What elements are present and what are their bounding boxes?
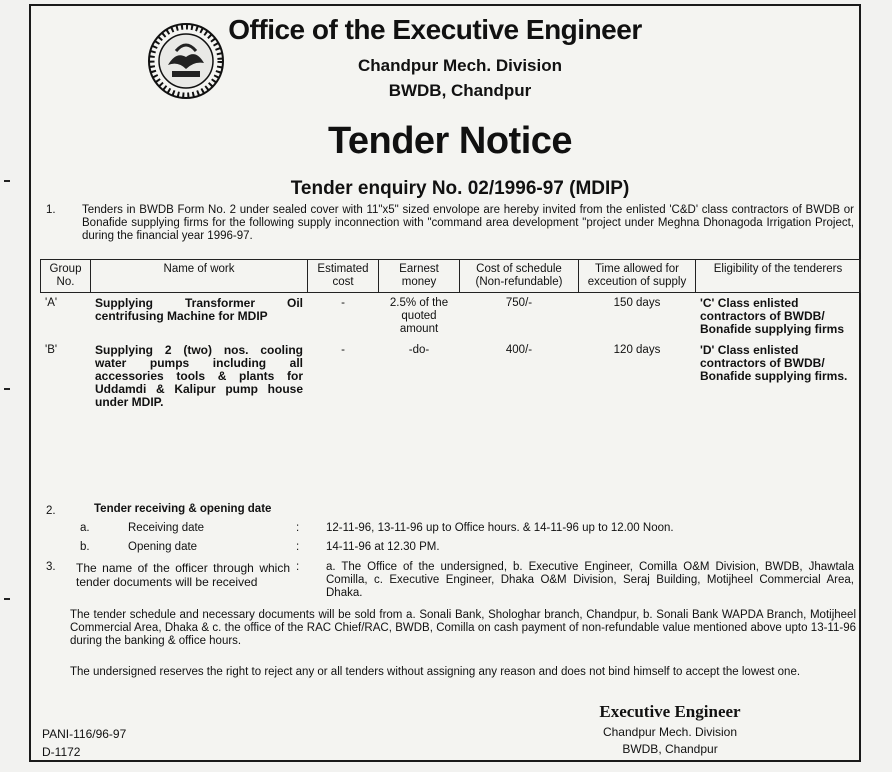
receiving-date-value: 12-11-96, 13-11-96 up to Office hours. & 14-11-96 up to 12.00 Noon.	[326, 522, 674, 534]
enquiry-number: Tender enquiry No. 02/1996-97 (MDIP)	[290, 178, 630, 199]
col-header-estimated: Estimated cost	[308, 260, 379, 293]
signature-title: Executive Engineer	[599, 702, 741, 721]
receiving-date-label: Receiving date	[128, 522, 205, 534]
clause-3-label: The name of the officer through which tender documents will be received	[76, 561, 290, 589]
earnest-cell: -do-	[408, 344, 430, 356]
estimated-cell: -	[341, 297, 345, 309]
colon: :	[296, 522, 300, 534]
cost-cell: 750/-	[505, 297, 533, 309]
table-row	[41, 340, 861, 413]
office-heading: Office of the Executive Engineer	[228, 14, 642, 45]
table-row	[41, 293, 861, 341]
table-header-row	[41, 260, 861, 293]
group-cell: 'B'	[45, 344, 58, 356]
col-header-eligibility: Eligibility of the tenderers	[696, 260, 861, 293]
item-letter: b.	[80, 541, 90, 553]
clause-number: 3.	[46, 561, 56, 573]
col-header-time: Time allowed for exceution of supply	[579, 260, 696, 293]
estimated-cell: -	[341, 344, 345, 356]
clause-3-value: a. The Office of the undersigned, b. Executive Engineer, Comilla O&M Division, BWDB, Jhawtala Comilla, c. Executive Engineer, Dhaka O&M Division, Seraj Building, Motijheel Commercial Area, Dhaka.	[326, 561, 854, 599]
clause-number: 1.	[46, 204, 56, 216]
col-header-work: Name of work	[91, 260, 308, 293]
cost-cell: 400/-	[505, 344, 533, 356]
col-header-cost: Cost of schedule (Non-refundable)	[460, 260, 579, 293]
signature-location: BWDB, Chandpur	[622, 742, 718, 756]
schedule-note: The tender schedule and necessary documents will be sold from a. Sonali Bank, Shologhar branch, Chandpur, b. Sonali Bank WAPDA Branch, Motijheel Commercial Area, Dhaka & c. the office of the RAC Chief/RAC, BWDB, Comilla on cash payment of non-refundable value mentioned above upto 13-11-96 during the banking & office hours.	[70, 609, 856, 647]
clause-1-text: Tenders in BWDB Form No. 2 under sealed cover with 11"x5" sized envolope are hereby invited from the enlisted 'C&D' class contractors of BWDB or Bonafide supplying firms for the following supply inconnection with "command area development "project under Meghna Dhonagoda Irrigation Project, during the financial year 1996-97.	[82, 204, 854, 242]
time-cell: 120 days	[613, 344, 661, 356]
colon: :	[296, 541, 300, 553]
work-cell: Supplying 2 (two) nos. cooling water pumps including all accessories tools & plants for Uddamdi & Kalipur pump house under MDIP.	[95, 343, 303, 409]
reserve-note: The undersigned reserves the right to reject any or all tenders without assigning any reason and does not bind himself to accept the lowest one.	[70, 666, 801, 678]
division-heading: Chandpur Mech. Division	[357, 56, 563, 75]
pani-reference: PANI-116/96-97	[42, 727, 127, 741]
signature-division: Chandpur Mech. Division	[602, 725, 738, 739]
group-cell: 'A'	[45, 297, 58, 309]
eligibility-cell: 'C' Class enlisted contractors of BWDB/ Bonafide supplying firms	[700, 296, 845, 336]
colon: :	[296, 561, 300, 573]
eligibility-cell: 'D' Class enlisted contractors of BWDB/ Bonafide supplying firms.	[700, 343, 848, 383]
margin-mark	[4, 388, 10, 390]
page-title: Tender Notice	[327, 120, 573, 162]
opening-date-label: Opening date	[128, 541, 198, 553]
opening-date-value: 14-11-96 at 12.30 PM.	[326, 541, 440, 553]
time-cell: 150 days	[613, 297, 661, 309]
clause-2-heading: Tender receiving & opening date	[94, 503, 272, 515]
earnest-cell: 2.5% of the quoted amount	[389, 297, 449, 335]
col-header-group: Group No.	[41, 260, 91, 293]
col-header-earnest: Earnest money	[379, 260, 460, 293]
item-letter: a.	[80, 522, 90, 534]
d-reference: D-1172	[42, 745, 81, 759]
margin-mark	[4, 598, 10, 600]
location-heading: BWDB, Chandpur	[388, 81, 532, 100]
margin-mark	[4, 180, 10, 182]
works-table	[40, 259, 861, 413]
work-cell: Supplying Transformer Oil centrifusing Machine for MDIP	[95, 296, 303, 323]
clause-number: 2.	[46, 505, 56, 517]
